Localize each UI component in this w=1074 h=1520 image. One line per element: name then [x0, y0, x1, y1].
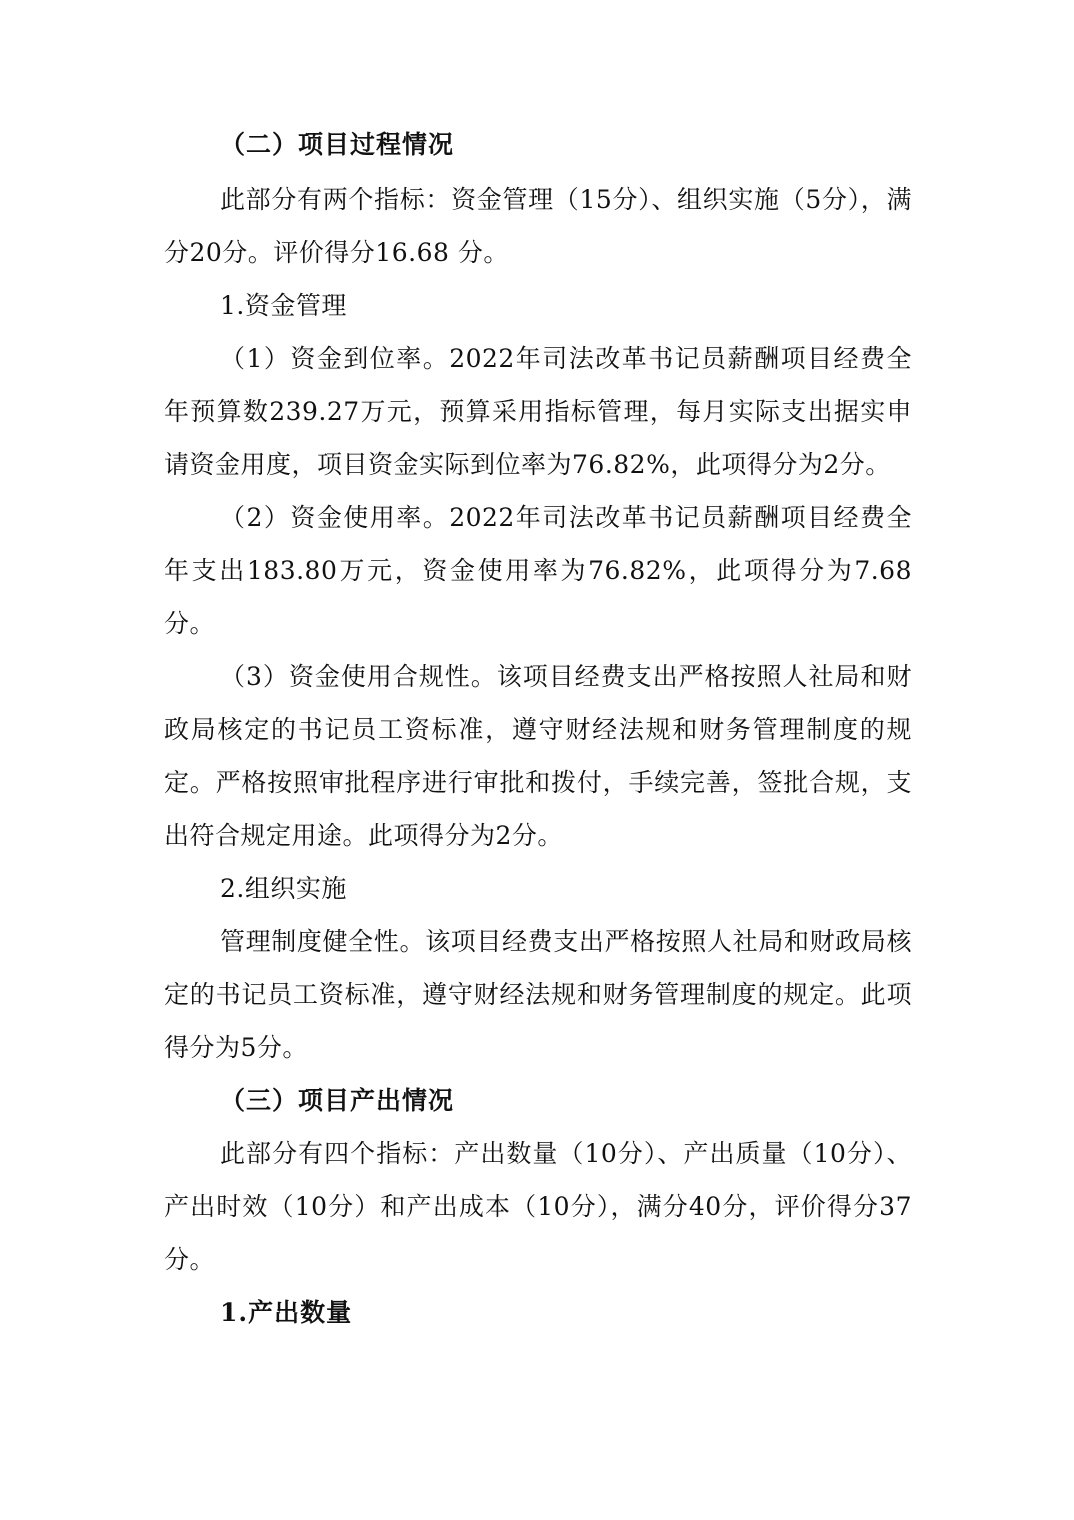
subheading-fund-management: 1.资金管理 — [220, 291, 347, 320]
subheading-organization: 2.组织实施 — [220, 874, 347, 903]
paragraph-output-intro: 此部分有四个指标：产出数量（10分）、产出质量（10分）、产出时效（10分）和产出成本（10分），满分40分，评价得分37分。 — [164, 1139, 912, 1274]
paragraph-fund-arrival-rate: （1）资金到位率。2022年司法改革书记员薪酬项目经费全年预算数239.27万元，预算采用指标管理，每月实际支出据实申请资金用度，项目资金实际到位率为76.82%，此项得分为2分。 — [164, 344, 912, 479]
paragraph-fund-usage-rate: （2）资金使用率。2022年司法改革书记员薪酬项目经费全年支出183.80万元，资金使用率为76.82%，此项得分为7.68分。 — [164, 503, 912, 638]
subheading-output-quantity: 1.产出数量 — [220, 1298, 353, 1327]
paragraph-management-system: 管理制度健全性。该项目经费支出严格按照人社局和财政局核定的书记员工资标准，遵守财经法规和财务管理制度的规定。此项得分为5分。 — [164, 927, 912, 1062]
paragraph-fund-compliance: （3）资金使用合规性。该项目经费支出严格按照人社局和财政局核定的书记员工资标准，遵守财经法规和财务管理制度的规定。严格按照审批程序进行审批和拨付，手续完善，签批合规，支出符合规定用途。此项得分为2分。 — [164, 662, 912, 850]
document-body — [164, 118, 912, 1339]
paragraph-process-intro: 此部分有两个指标：资金管理（15分）、组织实施（5分），满分20分。评价得分16.68 分。 — [164, 185, 912, 267]
section-heading-project-process: （二）项目过程情况 — [220, 130, 455, 159]
section-heading-project-output: （三）项目产出情况 — [220, 1086, 455, 1115]
